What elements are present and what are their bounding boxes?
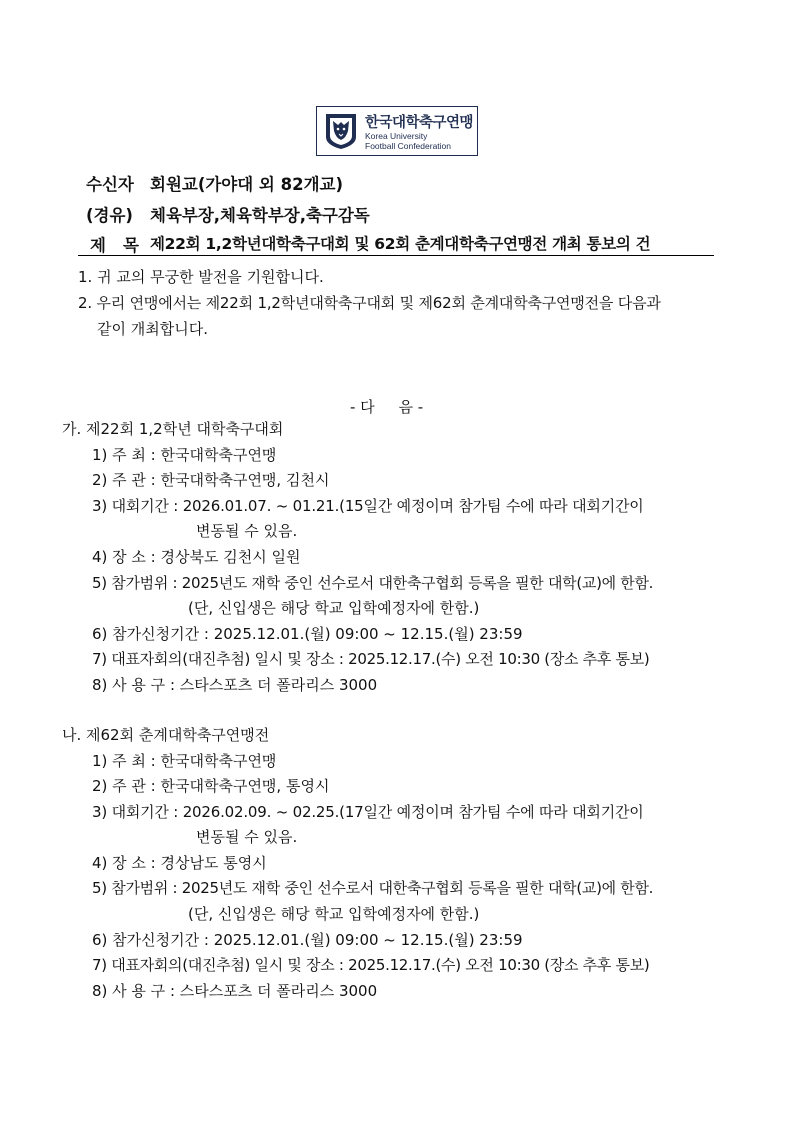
intro-line-2a: 2. 우리 연맹에서는 제22회 1,2학년대학축구대회 및 제62회 춘계대학축구연맹전을 다음과 xyxy=(78,294,661,312)
section-b-item: 3) 대회기간 : 2026.02.09. ~ 02.25.(17일간 예정이며 참가팀 수에 따라 대회기간이 xyxy=(92,803,644,821)
via-label: (경유) xyxy=(86,206,133,225)
notice-heading: - 다 음 - xyxy=(350,398,424,416)
section-b-item: 4) 장 소 : 경상남도 통영시 xyxy=(92,854,267,872)
section-a-title: 가. 제22회 1,2학년 대학축구대회 xyxy=(62,420,284,438)
header-divider xyxy=(78,255,714,256)
federation-logo xyxy=(316,106,478,156)
section-b-item: 8) 사 용 구 : 스타스포츠 더 폴라리스 3000 xyxy=(92,982,378,1000)
section-a-item: 2) 주 관 : 한국대학축구연맹, 김천시 xyxy=(92,471,330,489)
section-a-item: 6) 참가신청기간 : 2025.12.01.(월) 09:00 ~ 12.15.(월) 23:59 xyxy=(92,625,523,643)
section-a-item-continuation: 변동될 수 있음. xyxy=(196,522,298,540)
section-a-item: 1) 주 최 : 한국대학축구연맹 xyxy=(92,446,277,464)
section-a-item: 7) 대표자회의(대진추첨) 일시 및 장소 : 2025.12.17.(수) 오전 10:30 (장소 추후 통보) xyxy=(92,650,650,668)
section-b-item: 5) 참가범위 : 2025년도 재학 중인 선수로서 대한축구협회 등록을 필한 대학(교)에 한함. xyxy=(92,879,654,897)
logo-name-english-line1: Korea University xyxy=(365,131,428,141)
section-b-item: 7) 대표자회의(대진추첨) 일시 및 장소 : 2025.12.17.(수) 오전 10:30 (장소 추후 통보) xyxy=(92,956,650,974)
via-value: 체육부장,체육학부장,축구감독 xyxy=(150,206,370,225)
section-b-item-continuation: 변동될 수 있음. xyxy=(196,828,298,846)
section-a-item: 3) 대회기간 : 2026.01.07. ~ 01.21.(15일간 예정이며 참가팀 수에 따라 대회기간이 xyxy=(92,497,644,515)
logo-name-english-line2: Football Confederation xyxy=(365,141,452,151)
intro-line-1: 1. 귀 교의 무궁한 발전을 기원합니다. xyxy=(78,268,324,286)
section-b-title: 나. 제62회 춘계대학축구연맹전 xyxy=(62,726,270,744)
section-a-item: 4) 장 소 : 경상북도 김천시 일원 xyxy=(92,548,301,566)
section-b-item: 6) 참가신청기간 : 2025.12.01.(월) 09:00 ~ 12.15.(월) 23:59 xyxy=(92,931,523,949)
section-b-item-continuation: (단, 신입생은 해당 학교 입학예정자에 한함.) xyxy=(188,905,480,923)
logo-name-korean: 한국대학축구연맹 xyxy=(365,115,474,131)
tiger-emblem-icon xyxy=(322,111,360,151)
section-a-item: 8) 사 용 구 : 스타스포츠 더 폴라리스 3000 xyxy=(92,676,378,694)
subject-label-first: 제 xyxy=(90,236,106,255)
section-a-item-continuation: (단, 신입생은 해당 학교 입학예정자에 한함.) xyxy=(188,599,480,617)
subject-label-second: 목 xyxy=(123,236,139,255)
section-b-item: 1) 주 최 : 한국대학축구연맹 xyxy=(92,752,277,770)
intro-line-2b: 같이 개최합니다. xyxy=(97,320,208,338)
section-a-item: 5) 참가범위 : 2025년도 재학 중인 선수로서 대한축구협회 등록을 필한 대학(교)에 한함. xyxy=(92,574,654,592)
recipient-value: 회원교(가야대 외 82개교) xyxy=(150,175,343,194)
subject-value: 제22회 1,2학년대학축구대회 및 62회 춘계대학축구연맹전 개최 통보의 건 xyxy=(150,235,651,253)
section-b-item: 2) 주 관 : 한국대학축구연맹, 통영시 xyxy=(92,777,330,795)
recipient-label: 수신자 xyxy=(86,175,134,194)
